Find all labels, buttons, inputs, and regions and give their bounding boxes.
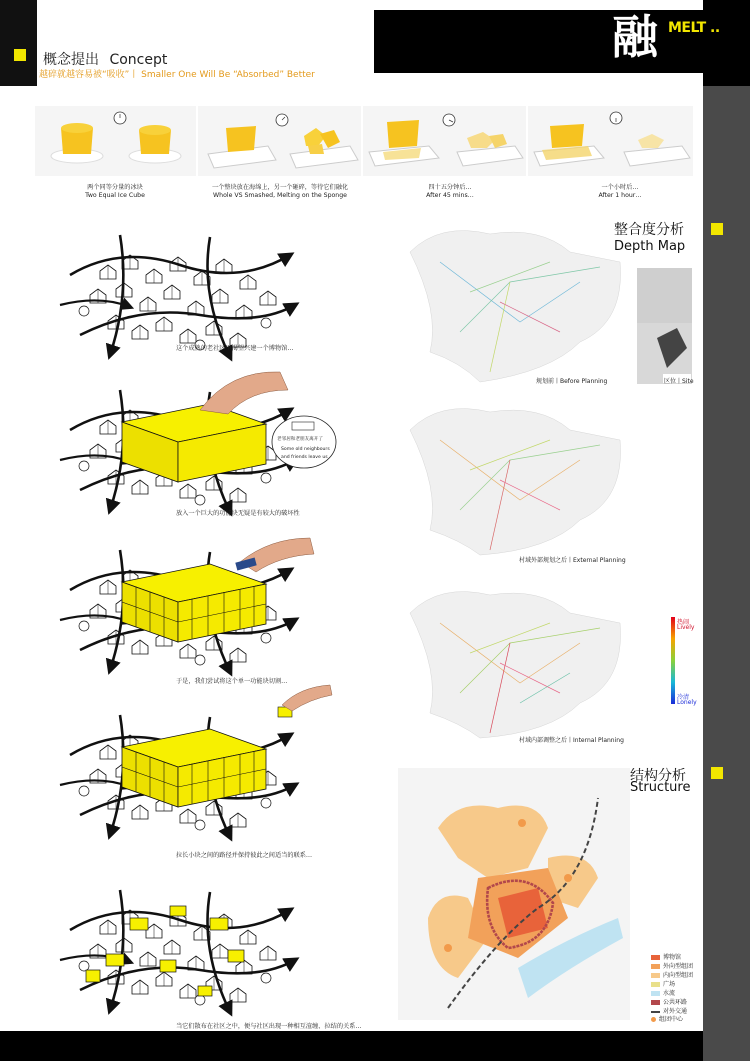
depth-map-label-3: 村域内部调整之后丨Internal Planning: [519, 737, 624, 744]
title-en: Concept: [109, 52, 168, 68]
legend-item: [651, 997, 687, 1006]
photo-3: [363, 106, 526, 176]
legend-label: 内向型组团: [663, 972, 694, 979]
diagram-caption-4: 拉长小块之间的路径并保持彼此之间适当的联系…: [176, 852, 313, 859]
legend-label: 广场: [663, 981, 676, 988]
caption-cn: 两个同等分量的冰块: [87, 184, 143, 191]
speech-bubble: [270, 414, 338, 470]
structure-marker: [711, 767, 723, 779]
legend-item: [651, 1014, 683, 1023]
photo-caption-4: [560, 184, 680, 200]
caption-cn: 一个整块放在海绵上，另一个砸碎，等待它们融化: [211, 184, 349, 191]
structure-map: [398, 768, 630, 1020]
diagram-4: [60, 685, 332, 837]
photo-1: [35, 106, 196, 176]
depth-map-title-cn: 整合度分析: [614, 222, 684, 238]
caption-cn: 四十五分钟后…: [428, 184, 472, 191]
diagram-caption-5: 当它们散布在社区之中，便与社区出现一种相互渲缠、拉结的关系…: [176, 1023, 362, 1030]
page-subtitle: 越碎就越容易被“吸收”丨 Smaller One Will Be “Absorbed” Better: [39, 70, 315, 80]
ice-photo-4: [528, 106, 693, 176]
legend-label: 组团中心: [659, 1016, 684, 1023]
legend-item: [651, 952, 681, 961]
photo-4: [528, 106, 693, 176]
bubble-text-cn: 老邻居和老朋友离开了: [277, 437, 323, 442]
site-label: 区位丨Site: [664, 378, 694, 385]
bubble-text-en-1: Some old neighbours: [281, 447, 330, 452]
footer-bar: [0, 1031, 703, 1061]
legend-swatch: [651, 1017, 656, 1022]
bubble-text-en-2: and friends leave us: [281, 455, 328, 460]
page-title: [43, 49, 173, 69]
legend-swatch: [651, 1000, 660, 1005]
depth-map-label-1: 规划前丨Before Planning: [536, 378, 608, 385]
legend-swatch: [651, 964, 660, 969]
scale-top-en: Lively: [677, 624, 695, 631]
legend-swatch: [651, 982, 660, 987]
depth-map-label-2: 村域外部规划之后丨External Planning: [519, 557, 626, 564]
structure-title-cn: 结构分析: [630, 768, 686, 784]
legend-swatch: [651, 955, 660, 960]
depth-map-2: [400, 400, 635, 560]
diagram-caption-2: 放入一个巨大的功能块无疑是有较大的破坏性: [176, 510, 300, 517]
legend-label: 对外交通: [663, 1008, 688, 1015]
legend-swatch: [651, 991, 660, 996]
depth-scale-bar: [671, 617, 675, 704]
legend-swatch: [651, 1011, 660, 1013]
depth-map-1: [400, 222, 635, 387]
depth-map-marker: [711, 223, 723, 235]
legend-swatch: [651, 973, 660, 978]
caption-en: After 45 mins…: [426, 192, 474, 199]
ice-photo-2: [198, 106, 361, 176]
depth-map-title-en: Depth Map: [614, 239, 686, 254]
photo-caption-2: [190, 184, 370, 200]
legend-label: 外向型组团: [663, 963, 694, 970]
caption-en: Whole VS Smashed, Melting on the Sponge: [213, 192, 347, 199]
scale-bottom-en: Lonely: [677, 699, 697, 706]
scale-bottom-cn: 冷清: [677, 694, 690, 701]
legend-item: [651, 988, 675, 997]
caption-cn: 一个小时后…: [601, 184, 639, 191]
depth-map-3: [400, 583, 635, 743]
brand-logo: MELT ..: [668, 20, 720, 36]
legend-item: [651, 961, 693, 970]
title-cn: 概念提出: [43, 52, 99, 68]
diagram-caption-1: 这个成熟的老社区里渴望兴建一个博物馆…: [176, 345, 294, 352]
ice-photo-1: [35, 106, 196, 176]
structure-title-en: Structure: [630, 780, 691, 795]
title-marker: [14, 49, 26, 61]
legend-label: 博物馆: [663, 954, 682, 961]
photo-2: [198, 106, 361, 176]
legend-label: 水流: [663, 990, 676, 997]
diagram-caption-3: 于是，我们尝试将这个单一功能块切割…: [176, 678, 288, 685]
diagram-1: [60, 235, 295, 357]
title-glyph: 融: [612, 10, 658, 64]
ice-photo-3: [363, 106, 526, 176]
photo-caption-1: [45, 184, 185, 200]
caption-en: Two Equal Ice Cube: [85, 192, 145, 199]
header-left-bar: [0, 0, 37, 86]
side-top-block: [703, 0, 750, 86]
photo-caption-3: [390, 184, 510, 200]
caption-en: After 1 hour…: [598, 192, 642, 199]
diagram-3: [60, 538, 314, 672]
diagram-5: [60, 890, 295, 1012]
legend-item: [651, 970, 693, 979]
diagram-2: [60, 372, 295, 512]
legend-label: 公共环路: [663, 999, 688, 1006]
legend-item: [651, 979, 675, 988]
site-location-map: [637, 268, 692, 384]
scale-top-cn: 热闹: [677, 619, 690, 626]
